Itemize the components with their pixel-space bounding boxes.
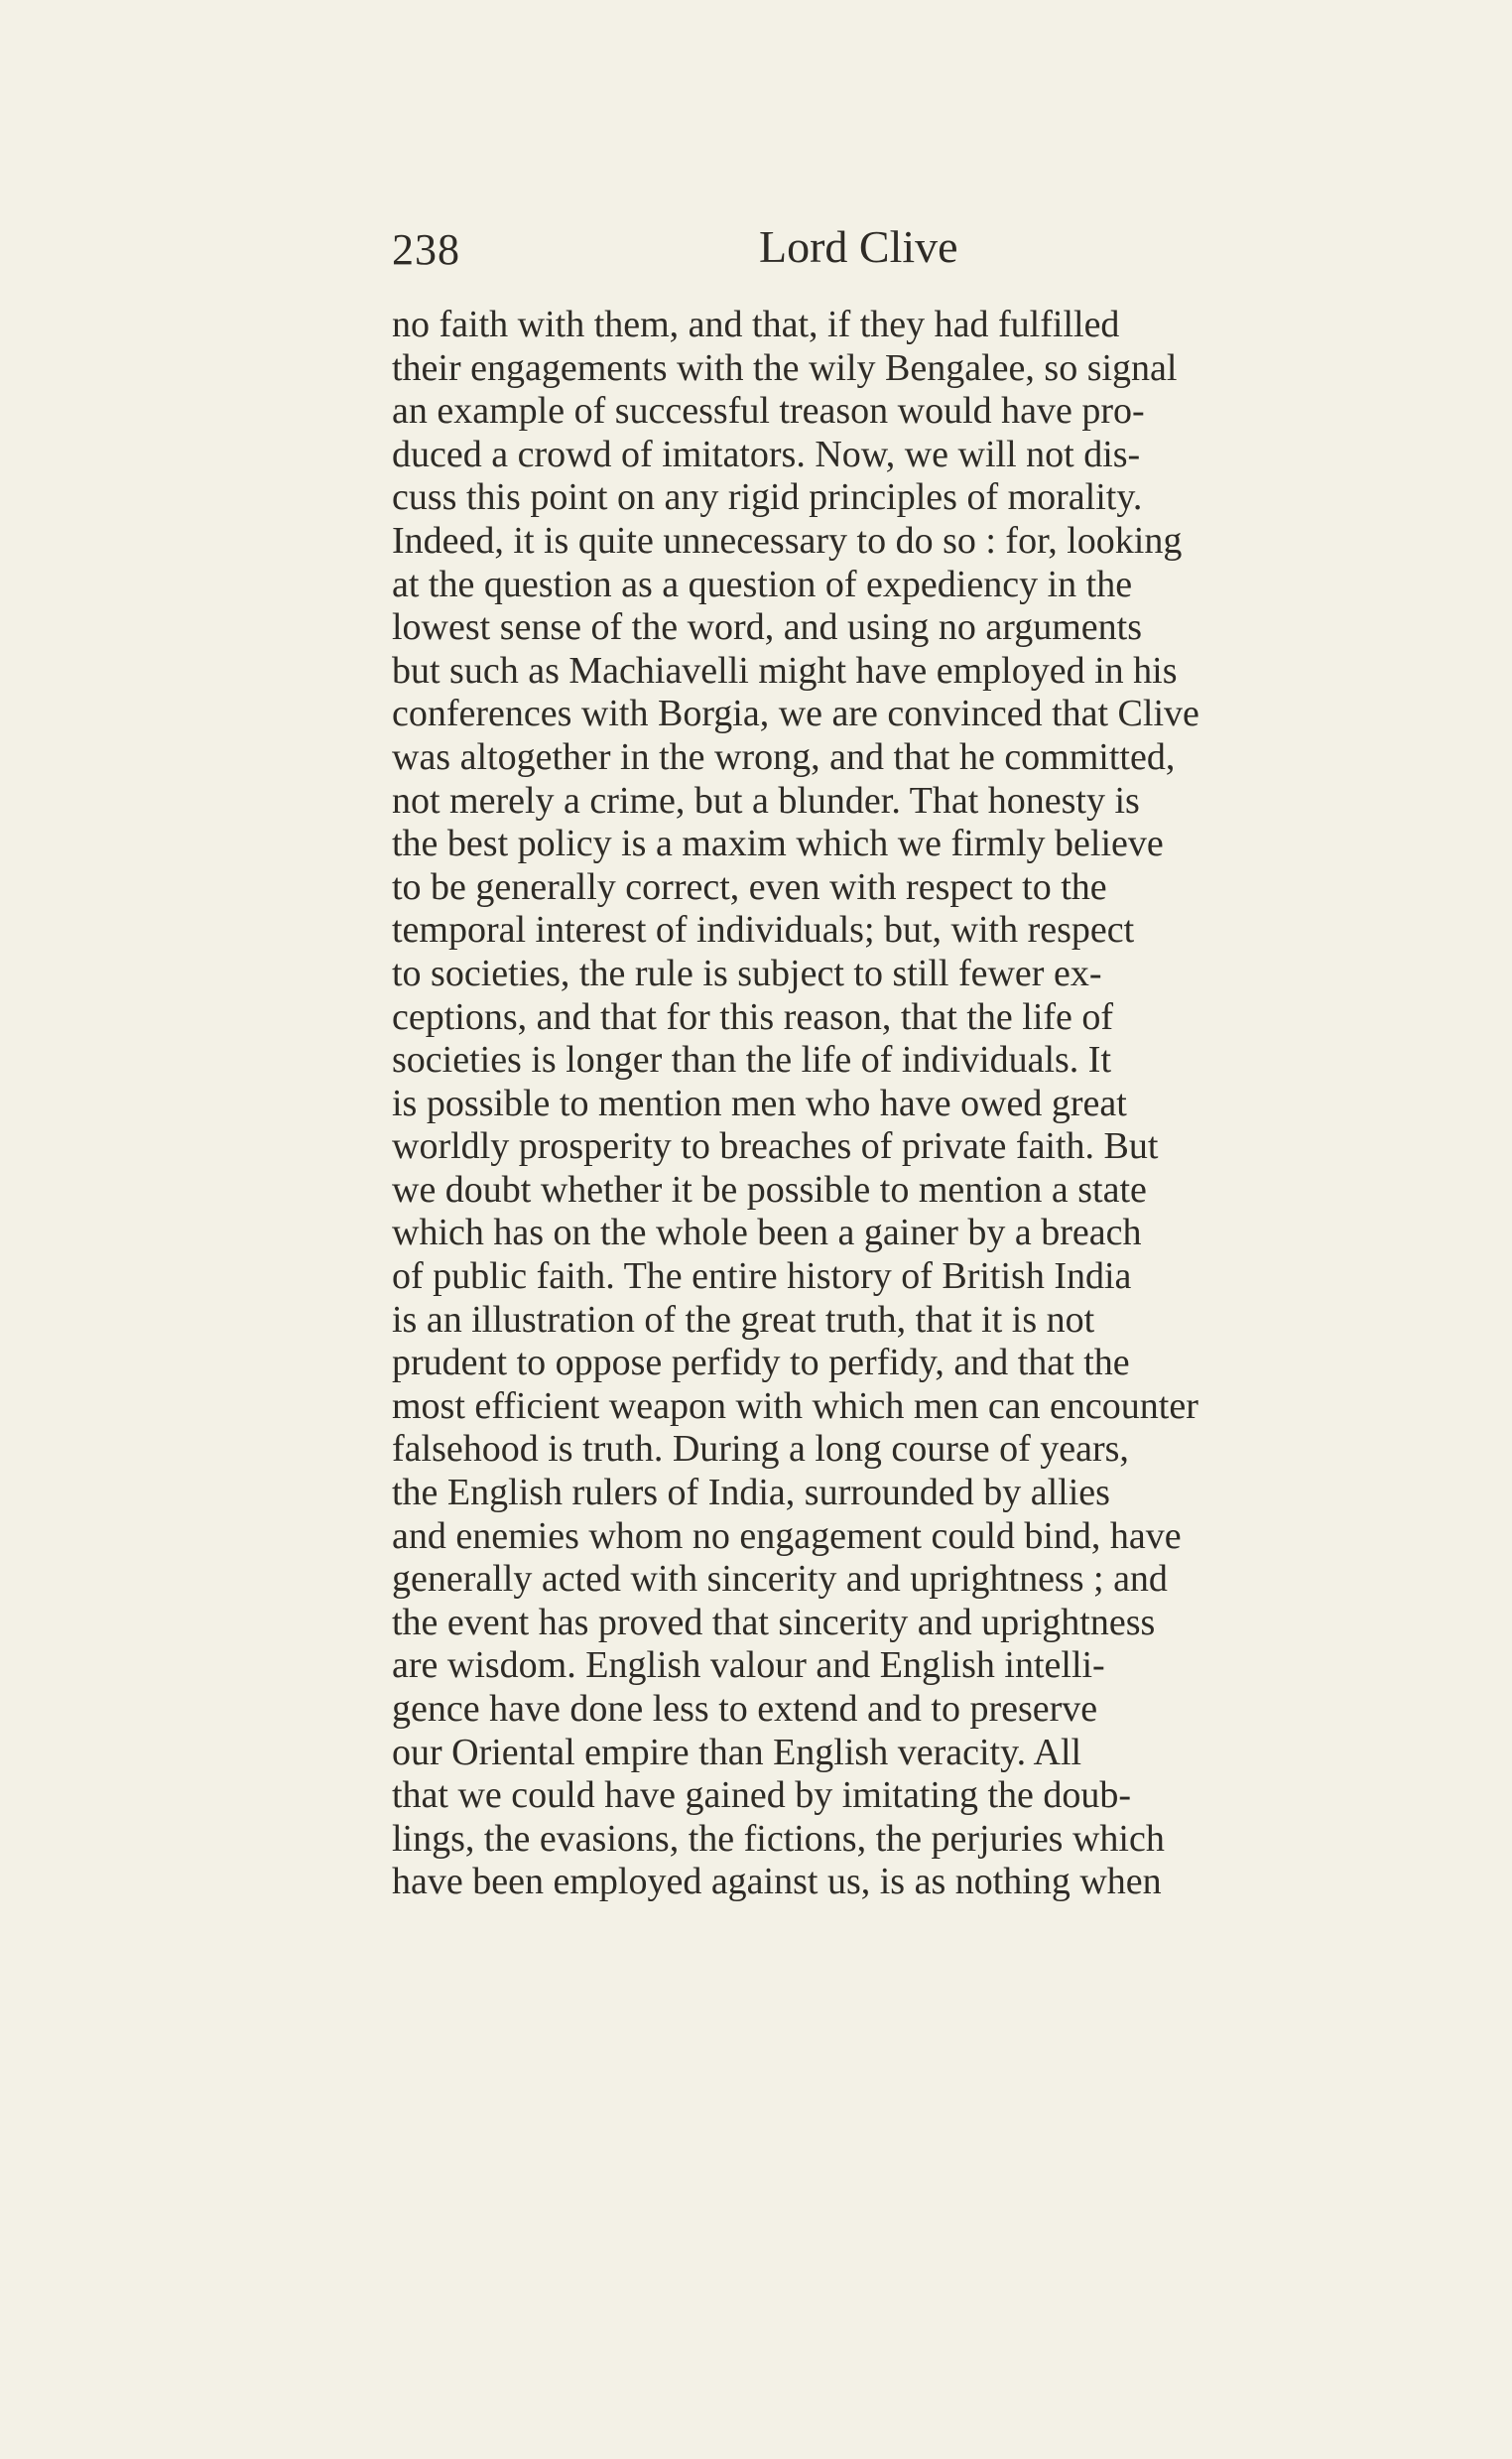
text-line: temporal interest of individuals; but, with respect (392, 909, 1135, 952)
text-line: we doubt whether it be possible to mention a state (392, 1168, 1147, 1211)
text-line: to be generally correct, even with respect to the (392, 865, 1107, 908)
body-text (392, 304, 1374, 1904)
text-line: that we could have gained by imitating the doub- (392, 1774, 1132, 1817)
text-line: conferences with Borgia, we are convinced that Clive (392, 693, 1199, 735)
text-line: gence have done less to extend and to preserve (392, 1688, 1098, 1730)
text-line: of public faith. The entire history of British India (392, 1255, 1132, 1298)
text-line: the best policy is a maxim which we firmly believe (392, 823, 1164, 865)
text-line: generally acted with sincerity and uprightness ; and (392, 1558, 1168, 1601)
text-line: Indeed, it is quite unnecessary to do so : for, looking (392, 519, 1183, 562)
text-line: duced a crowd of imitators. Now, we will not dis- (392, 433, 1141, 475)
text-line: is possible to mention men who have owed great (392, 1082, 1127, 1124)
text-line: an example of successful treason would have pro- (392, 390, 1145, 433)
text-line: the English rulers of India, surrounded by allies (392, 1472, 1110, 1514)
text-line: are wisdom. English valour and English intelli- (392, 1644, 1105, 1687)
text-line: most efficient weapon with which men can encounter (392, 1384, 1198, 1427)
text-line: but such as Machiavelli might have employed in his (392, 649, 1178, 692)
text-line: at the question as a question of expediency in the (392, 563, 1133, 605)
text-line: societies is longer than the life of individuals. It (392, 1039, 1112, 1082)
text-line: cuss this point on any rigid principles of morality. (392, 476, 1143, 519)
text-line: lings, the evasions, the fictions, the perjuries which (392, 1817, 1165, 1860)
running-head (392, 220, 1374, 280)
page-number: 238 (392, 225, 460, 274)
text-line: no faith with them, and that, if they had fulfilled (392, 304, 1120, 345)
text-line: not merely a crime, but a blunder. That honesty is (392, 779, 1140, 822)
text-line: have been employed against us, is as nothing when (392, 1861, 1162, 1903)
text-line: our Oriental empire than English veracity. All (392, 1731, 1082, 1773)
text-line: lowest sense of the word, and using no arguments (392, 606, 1143, 649)
text-line: was altogether in the wrong, and that he committed, (392, 735, 1176, 778)
text-line: the event has proved that sincerity and uprightness (392, 1601, 1156, 1643)
text-line: and enemies whom no engagement could bind, have (392, 1514, 1182, 1557)
text-line: ceptions, and that for this reason, that the life of (392, 995, 1114, 1038)
text-line: falsehood is truth. During a long course of years, (392, 1428, 1129, 1471)
text-line: which has on the whole been a gainer by a breach (392, 1212, 1142, 1254)
text-line: worldly prosperity to breaches of private faith. But (392, 1125, 1159, 1168)
text-line: prudent to oppose perfidy to perfidy, and that the (392, 1342, 1130, 1384)
page-title: Lord Clive (759, 221, 958, 272)
text-line: to societies, the rule is subject to still fewer ex- (392, 952, 1102, 994)
text-line: their engagements with the wily Bengalee, so signal (392, 346, 1178, 389)
text-line: is an illustration of the great truth, that it is not (392, 1298, 1095, 1341)
